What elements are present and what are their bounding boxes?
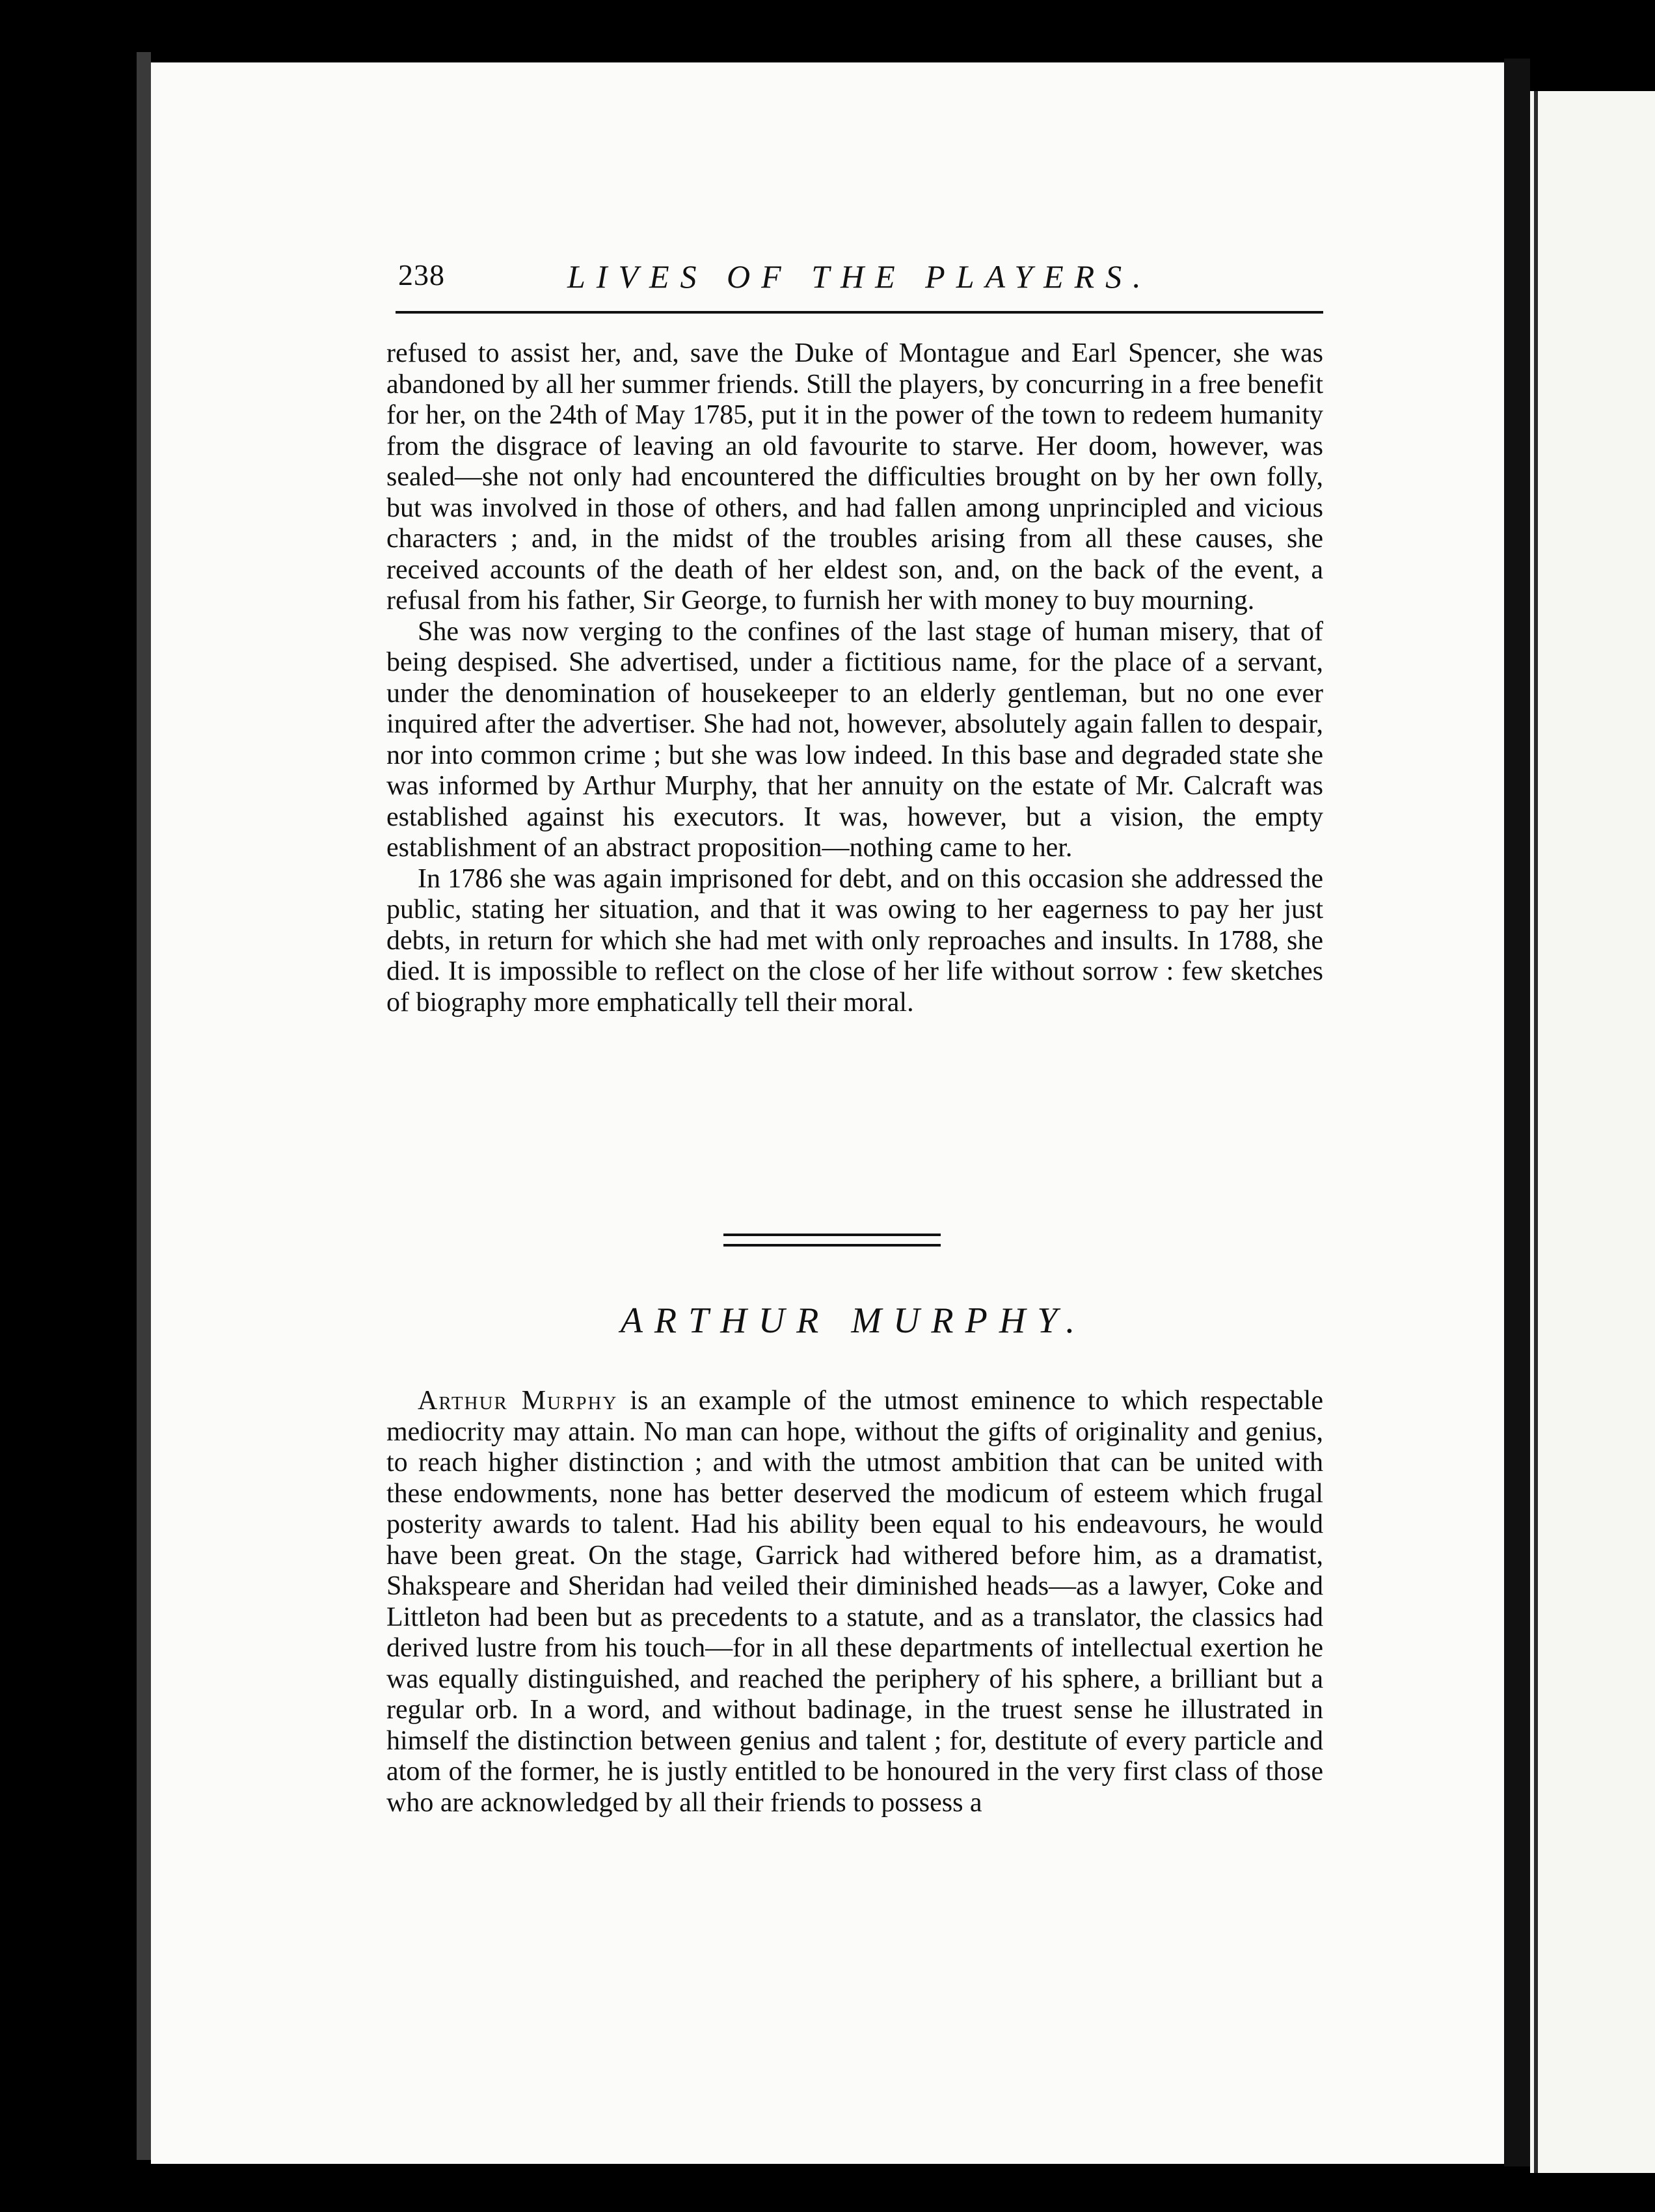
continuation-text bbox=[386, 338, 1323, 1018]
section-divider-bottom bbox=[723, 1244, 941, 1247]
adjacent-page-edge bbox=[1530, 91, 1655, 2173]
paragraph: refused to assist her, and, save the Duke of Montague and Earl Spencer, she was abandoned by all her summer friends. Still the players, by concurring in a free benefit for her, on the 24th of May 1785, put it in the power of the town to redeem humanity from the disgrace of leaving an old favourite to starve. Her doom, however, was sealed—she not only had encountered the difficulties brought on by her own folly, but was involved in those of others, and had fallen among unprincipled and vicious characters ; and, in the midst of the troubles arising from all these causes, she received accounts of the death of her eldest son, and, on the back of the event, a refusal from his father, Sir George, to furnish her with money to buy mourning. bbox=[386, 338, 1323, 615]
running-title: LIVES OF THE PLAYERS. bbox=[567, 258, 1152, 295]
paragraph bbox=[386, 1386, 1323, 1818]
paragraph: In 1786 she was again imprisoned for debt, and on this occasion she addressed the public, stating her situation, and that it was owing to her eagerness to pay her just debts, in return for which she had met with only reproaches and insults. In 1788, she died. It is impossible to reflect on the close of her life without sorrow : few sketches of biography more emphatically tell their moral. bbox=[386, 863, 1323, 1018]
adjacent-page-divider bbox=[1534, 91, 1538, 2173]
section-body bbox=[386, 1386, 1323, 1818]
page-number: 238 bbox=[398, 258, 445, 291]
lead-name: Arthur Murphy bbox=[418, 1386, 618, 1416]
header-rule bbox=[396, 311, 1323, 314]
section-divider-top bbox=[723, 1234, 941, 1236]
section-title: ARTHUR MURPHY. bbox=[620, 1301, 1087, 1341]
running-head bbox=[398, 258, 1322, 310]
page-gutter-shadow bbox=[1504, 59, 1530, 2166]
paragraph: She was now verging to the confines of the last stage of human misery, that of being despised. She advertised, under a fictitious name, for the place of a servant, under the denomination of housekeeper to an elderly gentleman, but no one ever inquired after the advertiser. She had not, however, absolutely again fallen to despair, nor into common crime ; but she was low indeed. In this base and degraded state she was informed by Arthur Murphy, that her annuity on the estate of Mr. Calcraft was established against his executors. It was, however, but a vision, the empty establishment of an abstract proposition—nothing came to her. bbox=[386, 616, 1323, 863]
paragraph-text: is an example of the utmost eminence to which respectable mediocrity may attain. No man can hope, without the gifts of originality and genius, to reach higher distinction ; and with the utmost ambition that can be united with these endowments, none has better deserved the modicum of esteem which frugal posterity awards to talent. Had his ability been equal to his endeavours, he would have been great. On the stage, Garrick had withered before him, as a dramatist, Shakspeare and Sheridan had veiled their diminished heads—as a lawyer, Coke and Littleton had been but as precedents to a statute, and as a translator, the classics had derived lustre from his touch—for in all these departments of intellectual exertion he was equally distinguished, and reached the periphery of his sphere, a brilliant but a regular orb. In a word, and without badinage, in the truest sense he illustrated in himself the distinction between genius and talent ; for, destitute of every particle and atom of the former, he is justly entitled to be honoured in the very first class of those who are acknowledged by all their friends to possess a bbox=[386, 1386, 1323, 1818]
scan-binding-edge bbox=[137, 52, 151, 2160]
